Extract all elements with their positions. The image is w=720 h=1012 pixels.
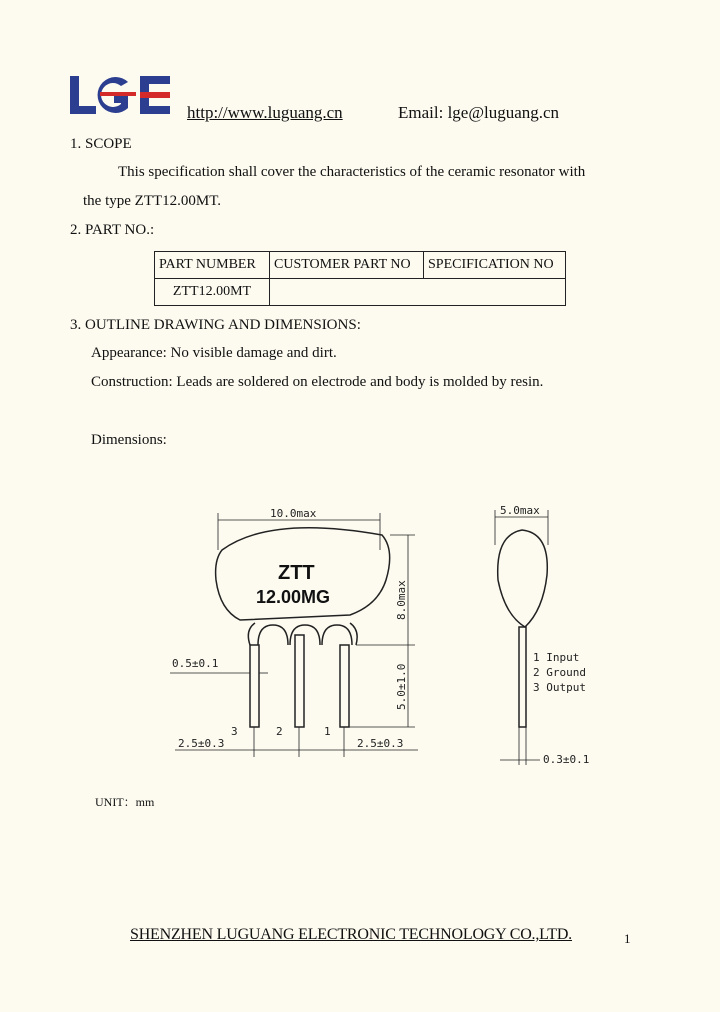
lead-3 (250, 645, 259, 727)
scope-line-1: This specification shall cover the characteristics of the ceramic resonator with (118, 164, 586, 180)
lead-1 (340, 645, 349, 727)
part-number-table (154, 251, 566, 306)
pin-3-label: 3 (231, 725, 238, 738)
page-number: 1 (624, 931, 631, 946)
side-view-lead (519, 627, 526, 727)
pitch-right-dim: 2.5±0.3 (357, 737, 404, 750)
company-logo (70, 76, 174, 118)
header-specification-no: SPECIFICATION NO (424, 252, 566, 279)
cell-part-number: ZTT12.00MT (155, 279, 270, 306)
height-dim: 8.0max (395, 580, 408, 620)
body-line-1: ZTT (278, 562, 315, 584)
company-footer: SHENZHEN LUGUANG ELECTRONIC TECHNOLOGY CO.,LTD. (130, 926, 572, 943)
body-line-2: 12.00MG (256, 587, 331, 607)
side-lead-dim: 0.3±0.1 (543, 753, 590, 766)
email-text: Email: lge@luguang.cn (398, 103, 560, 122)
outline-heading: 3. OUTLINE DRAWING AND DIMENSIONS: (70, 317, 361, 333)
website-link[interactable]: http://www.luguang.cn (187, 103, 343, 122)
side-width-dim: 5.0max (500, 504, 540, 517)
header-customer-part-no: CUSTOMER PART NO (270, 252, 424, 279)
lead-2 (295, 635, 304, 727)
pin-2-label: 2 (276, 725, 283, 738)
table-row (155, 279, 566, 306)
cell-customer-part-no (270, 279, 566, 306)
dimensions-label: Dimensions: (91, 432, 167, 448)
scope-line-2: the type ZTT12.00MT. (83, 193, 222, 209)
width-dim: 10.0max (270, 507, 317, 520)
side-view-body (498, 530, 548, 627)
lead-width-dim: 0.5±0.1 (172, 657, 219, 670)
outline-drawing (150, 495, 620, 780)
table-header-row (155, 252, 566, 279)
appearance-text: Appearance: No visible damage and dirt. (91, 345, 337, 361)
legend-ground: 2 Ground (533, 666, 586, 679)
pitch-left-dim: 2.5±0.3 (178, 737, 225, 750)
construction-text: Construction: Leads are soldered on electrode and body is molded by resin. (91, 374, 544, 390)
scope-heading: 1. SCOPE (70, 136, 132, 152)
legend-output: 3 Output (533, 681, 586, 694)
legend-input: 1 Input (533, 651, 580, 664)
pin-1-label: 1 (324, 725, 331, 738)
lead-length-dim: 5.0±1.0 (395, 663, 408, 710)
part-heading: 2. PART NO.: (70, 222, 155, 238)
unit-label: UNIT：mm (95, 795, 155, 809)
header-part-number: PART NUMBER (155, 252, 270, 279)
